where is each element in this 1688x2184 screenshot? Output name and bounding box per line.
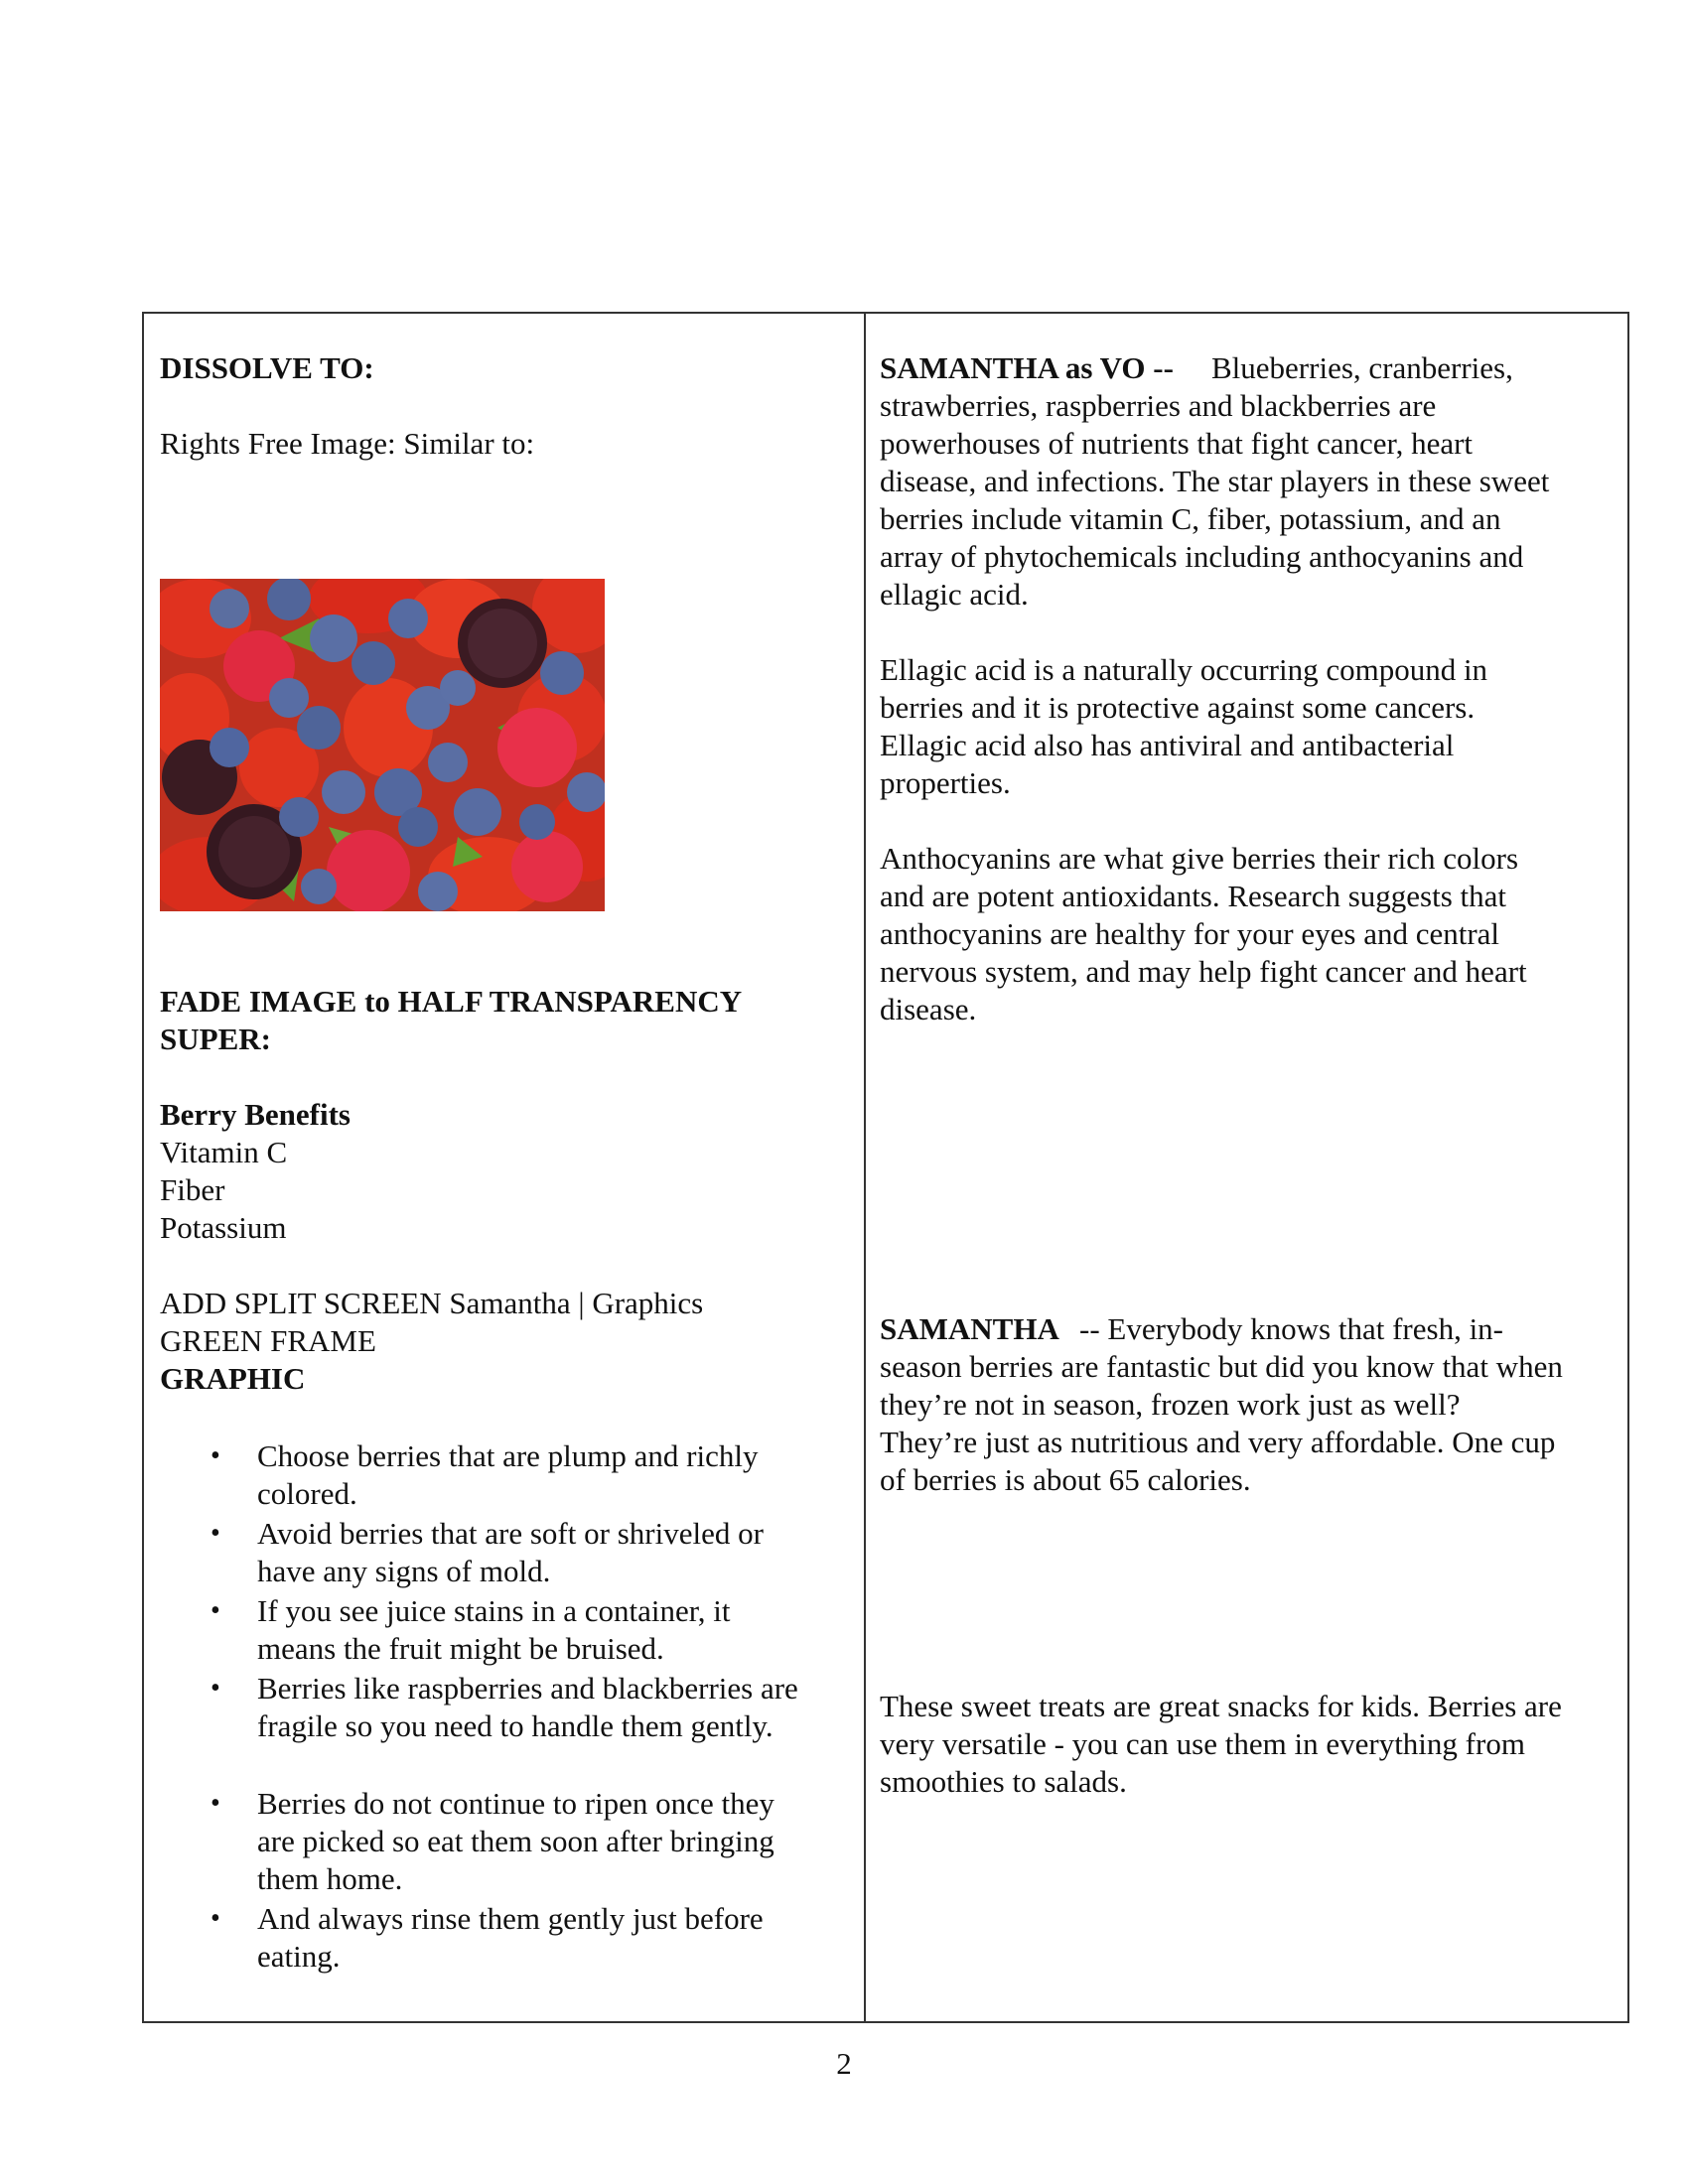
bullet-icon: • xyxy=(211,1595,220,1626)
samantha-speaker: SAMANTHA xyxy=(880,1311,1059,1346)
samantha-line: season berries are fantastic but did you know that when xyxy=(880,1349,1563,1384)
bullet-line: eating. xyxy=(257,1939,341,1974)
ellagic-line: berries and it is protective against some cancers. xyxy=(880,690,1476,725)
vo-line: powerhouses of nutrients that fight cancer, heart xyxy=(880,426,1474,461)
vo-line: disease, and infections. The star players in these sweet xyxy=(880,464,1550,498)
anthocyanin-line: disease. xyxy=(880,992,977,1026)
super-label: SUPER: xyxy=(160,1022,271,1056)
bullet-line: Berries like raspberries and blackberries are xyxy=(257,1671,798,1706)
vo-line: berries include vitamin C, fiber, potassium, and an xyxy=(880,501,1501,536)
bullet-icon: • xyxy=(211,1903,220,1934)
vo-line: strawberries, raspberries and blackberries are xyxy=(880,388,1437,423)
mixed-berries-photo-icon xyxy=(160,579,605,911)
bullet-icon: • xyxy=(211,1440,220,1471)
bullet-line: fragile so you need to handle them gently. xyxy=(257,1708,774,1743)
column-divider xyxy=(864,314,866,2021)
benefit-item: Fiber xyxy=(160,1172,225,1207)
graphic-label: GRAPHIC xyxy=(160,1361,306,1396)
samantha-line: they’re not in season, frozen work just as well? xyxy=(880,1387,1461,1422)
berries-photo xyxy=(160,579,605,911)
ellagic-line: Ellagic acid is a naturally occurring compound in xyxy=(880,652,1488,687)
treats-line: smoothies to salads. xyxy=(880,1764,1127,1799)
bullet-icon: • xyxy=(211,1518,220,1549)
script-table xyxy=(142,312,1629,2023)
dissolve-direction: DISSOLVE TO: xyxy=(160,350,374,385)
vo-line: ellagic acid. xyxy=(880,577,1029,612)
bullet-line: Berries do not continue to ripen once they xyxy=(257,1786,774,1821)
bullet-icon: • xyxy=(211,1788,220,1819)
fade-direction: FADE IMAGE to HALF TRANSPARENCY xyxy=(160,984,743,1019)
anthocyanin-line: and are potent antioxidants. Research suggests that xyxy=(880,879,1507,913)
benefit-item: Potassium xyxy=(160,1210,287,1245)
ellagic-line: Ellagic acid also has antiviral and antibacterial xyxy=(880,728,1455,762)
split-screen-direction: ADD SPLIT SCREEN Samantha | Graphics xyxy=(160,1286,704,1320)
green-frame-direction: GREEN FRAME xyxy=(160,1323,376,1358)
bullet-line: means the fruit might be bruised. xyxy=(257,1631,664,1666)
samantha-line: They’re just as nutritious and very affordable. One cup xyxy=(880,1425,1556,1459)
bullet-line: Choose berries that are plump and richly xyxy=(257,1438,759,1473)
image-note: Rights Free Image: Similar to: xyxy=(160,426,535,461)
bullet-line: And always rinse them gently just before xyxy=(257,1901,764,1936)
bullet-line: If you see juice stains in a container, it xyxy=(257,1593,731,1628)
treats-line: These sweet treats are great snacks for kids. Berries are xyxy=(880,1689,1562,1723)
bullet-line: Avoid berries that are soft or shriveled or xyxy=(257,1516,764,1551)
vo-line: Blueberries, cranberries, xyxy=(1211,350,1513,385)
ellagic-line: properties. xyxy=(880,765,1011,800)
vo-line: array of phytochemicals including anthocyanins and xyxy=(880,539,1524,574)
anthocyanin-line: Anthocyanins are what give berries their rich colors xyxy=(880,841,1519,876)
bullet-line: them home. xyxy=(257,1861,403,1896)
treats-line: very versatile - you can use them in everything from xyxy=(880,1726,1525,1761)
page-number: 2 xyxy=(836,2046,852,2081)
bullet-line: are picked so eat them soon after bringing xyxy=(257,1824,774,1858)
bullet-line: colored. xyxy=(257,1476,357,1511)
benefits-title: Berry Benefits xyxy=(160,1097,351,1132)
anthocyanin-line: nervous system, and may help fight cancer and heart xyxy=(880,954,1527,989)
bullet-icon: • xyxy=(211,1673,220,1704)
benefit-item: Vitamin C xyxy=(160,1135,288,1169)
samantha-line: -- Everybody knows that fresh, in- xyxy=(1079,1311,1504,1346)
vo-speaker: SAMANTHA as VO -- xyxy=(880,350,1174,385)
anthocyanin-line: anthocyanins are healthy for your eyes and central xyxy=(880,916,1500,951)
bullet-line: have any signs of mold. xyxy=(257,1554,551,1588)
samantha-line: of berries is about 65 calories. xyxy=(880,1462,1251,1497)
